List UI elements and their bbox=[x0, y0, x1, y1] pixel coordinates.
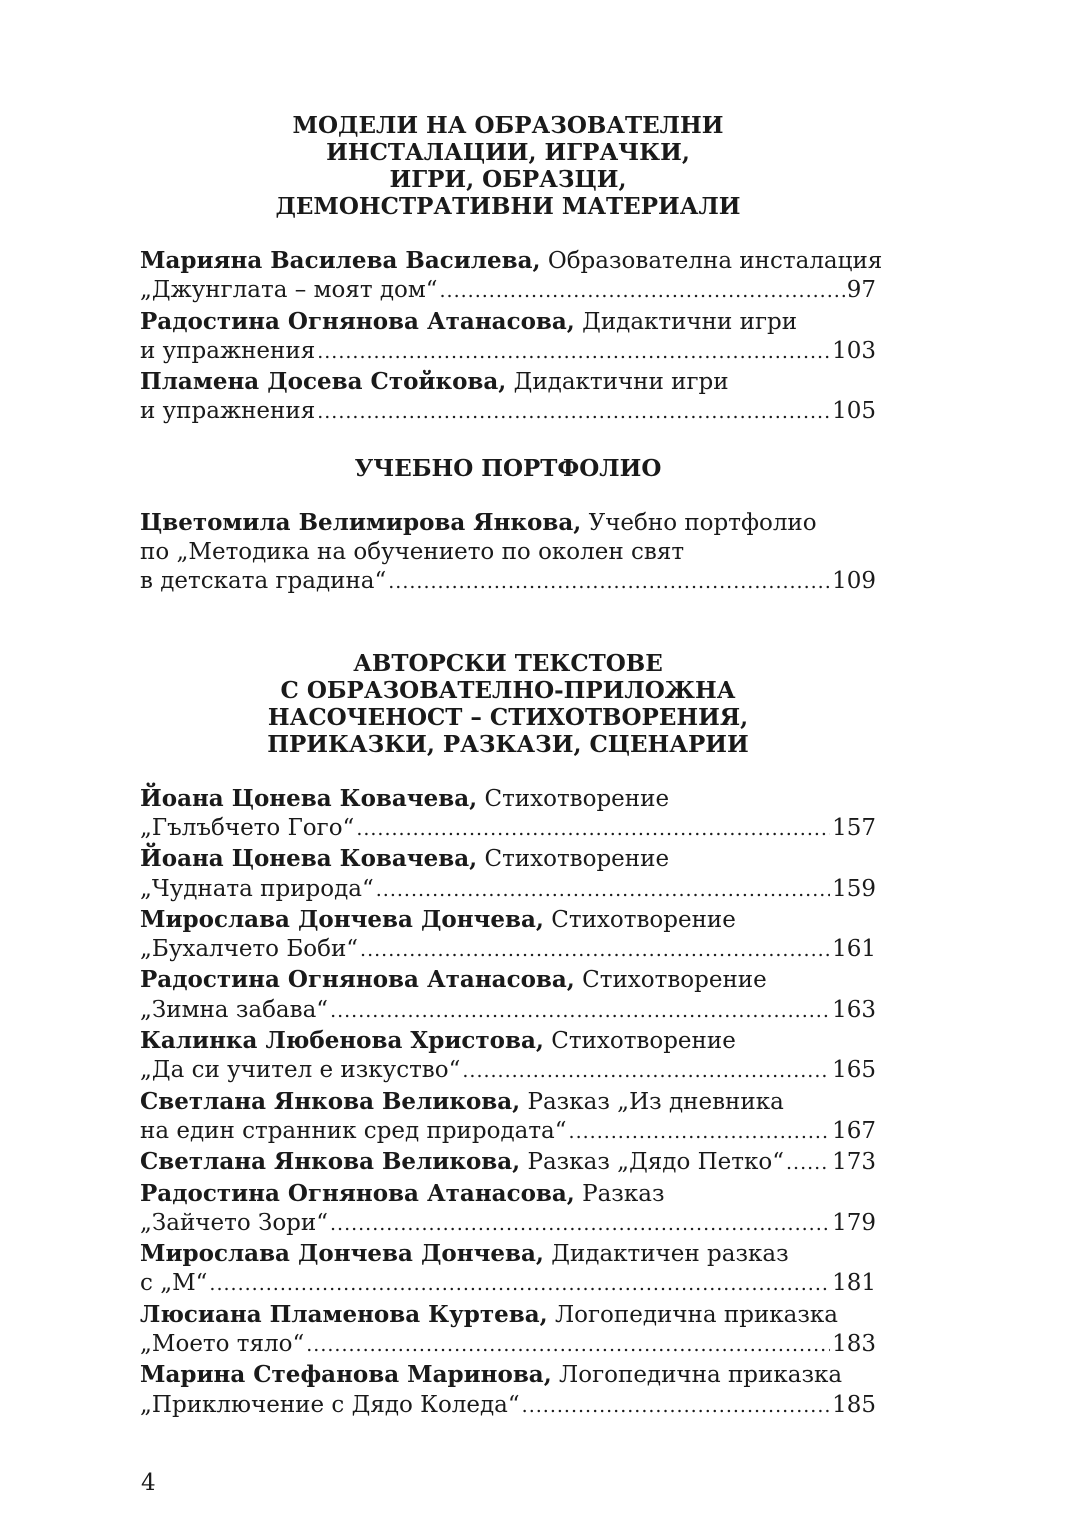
section-title-line: ИГРИ, ОБРАЗЦИ, bbox=[389, 166, 627, 193]
entry-page: 159 bbox=[832, 875, 876, 902]
leader-dots bbox=[317, 338, 830, 367]
entry-author: Йоана Цонева Ковачева, bbox=[140, 845, 478, 873]
entry-author: Светлана Янкова Великова, bbox=[140, 1087, 521, 1115]
entry-page: 167 bbox=[832, 1117, 876, 1144]
entry-author: Светлана Янкова Великова, bbox=[140, 1148, 521, 1176]
toc-entry[interactable] bbox=[140, 784, 876, 845]
leader-dots bbox=[376, 876, 830, 905]
section-title-line: АВТОРСКИ ТЕКСТОВЕ bbox=[353, 649, 663, 677]
entry-list bbox=[140, 508, 876, 598]
entry-title-end: „Джунглата – моят дом“ bbox=[140, 277, 438, 304]
entry-title: Дидактични игри bbox=[506, 369, 729, 396]
entry-title: Учебно портфолио bbox=[581, 509, 817, 536]
entry-title: Логопедична приказка bbox=[551, 1362, 843, 1389]
entry-author: Марина Стефанова Маринова, bbox=[140, 1361, 552, 1389]
entry-title: Разказ „Из дневника bbox=[520, 1088, 784, 1115]
leader-dots bbox=[569, 1118, 831, 1147]
entry-author: Люсиана Пламенова Куртева, bbox=[140, 1300, 548, 1328]
entry-title: Стихотворение bbox=[477, 846, 670, 873]
leader-dots bbox=[440, 277, 845, 306]
entry-title: Разказ „Дядо Петко“ bbox=[520, 1149, 784, 1176]
toc-entry[interactable] bbox=[140, 367, 876, 428]
toc-entry[interactable] bbox=[140, 1087, 876, 1148]
entry-list bbox=[140, 246, 883, 428]
entry-title-end: „Гълъбчето Гого“ bbox=[140, 814, 355, 841]
entry-author: Мирослава Дончева Дончева, bbox=[140, 905, 544, 933]
entry-page: 173 bbox=[832, 1149, 876, 1176]
leader-dots bbox=[522, 1392, 830, 1421]
toc-entry[interactable] bbox=[140, 844, 876, 905]
entry-title-end: в детската градина“ bbox=[140, 568, 387, 595]
toc-entry[interactable] bbox=[140, 965, 876, 1026]
entry-title-end: „Бухалчето Боби“ bbox=[140, 936, 359, 963]
entry-page: 185 bbox=[832, 1391, 876, 1418]
entry-page: 103 bbox=[832, 337, 876, 364]
section-title bbox=[140, 650, 876, 758]
toc-entry[interactable] bbox=[140, 1026, 876, 1087]
entry-page: 165 bbox=[832, 1057, 876, 1084]
entry-author: Цветомила Велимирова Янкова, bbox=[140, 508, 582, 536]
entry-page: 179 bbox=[832, 1209, 876, 1236]
leader-dots bbox=[306, 1331, 830, 1360]
section-title-line: С ОБРАЗОВАТЕЛНО-ПРИЛОЖНА bbox=[280, 676, 736, 704]
entry-title: Стихотворение bbox=[574, 967, 767, 994]
section-title-line: УЧЕБНО ПОРТФОЛИО bbox=[354, 454, 662, 482]
entry-title: Стихотворение bbox=[477, 785, 670, 812]
entry-title-end: „Моето тяло“ bbox=[140, 1331, 305, 1358]
entry-title-end: „Зимна забава“ bbox=[140, 996, 329, 1023]
leader-dots bbox=[462, 1057, 830, 1086]
entry-title: Стихотворение bbox=[543, 906, 736, 933]
entry-title-end: „Зайчето Зори“ bbox=[140, 1209, 328, 1236]
entry-page: 109 bbox=[832, 568, 876, 595]
entry-title-end: с „М“ bbox=[140, 1270, 208, 1297]
entry-title-end: и упражнения bbox=[140, 337, 316, 364]
entry-list bbox=[140, 784, 876, 1421]
toc-entry[interactable] bbox=[140, 1300, 876, 1361]
section-title-line: ИНСТАЛАЦИИ, ИГРАЧКИ, bbox=[326, 139, 690, 166]
entry-title: Стихотворение bbox=[543, 1028, 736, 1055]
toc-entry[interactable] bbox=[140, 1147, 876, 1178]
entry-author: Йоана Цонева Ковачева, bbox=[140, 784, 478, 812]
page-number: 4 bbox=[141, 1470, 156, 1496]
entry-title: Разказ bbox=[574, 1180, 665, 1207]
leader-dots bbox=[317, 398, 830, 427]
leader-dots bbox=[786, 1149, 830, 1178]
table-of-contents bbox=[140, 112, 883, 1421]
toc-entry[interactable] bbox=[140, 905, 876, 966]
entry-author: Пламена Досева Стойкова, bbox=[140, 368, 507, 396]
entry-page: 163 bbox=[832, 996, 876, 1023]
entry-title: Образователна инсталация bbox=[540, 248, 883, 274]
leader-dots bbox=[356, 815, 830, 844]
entry-author: Радостина Огнянова Атанасова, bbox=[140, 1179, 575, 1207]
entry-title: Логопедична приказка bbox=[547, 1301, 838, 1328]
toc-entry[interactable] bbox=[140, 1179, 876, 1240]
leader-dots bbox=[330, 1210, 830, 1239]
section-title-line: МОДЕЛИ НА ОБРАЗОВАТЕЛНИ bbox=[292, 112, 724, 139]
section-title bbox=[140, 112, 876, 220]
entry-title-middle: по „Методика на обучението по околен свят bbox=[140, 539, 685, 566]
entry-title: Дидактични игри bbox=[574, 308, 798, 335]
entry-title-end: „Да си учител е изкуство“ bbox=[140, 1057, 461, 1084]
section-title bbox=[140, 455, 876, 482]
leader-dots bbox=[360, 936, 830, 965]
section-title-line: ПРИКАЗКИ, РАЗКАЗИ, СЦЕНАРИИ bbox=[267, 730, 749, 758]
toc-entry[interactable] bbox=[140, 246, 883, 307]
toc-entry[interactable] bbox=[140, 1239, 876, 1300]
leader-dots bbox=[388, 568, 830, 597]
section-title-line: НАСОЧЕНОСТ – СТИХОТВОРЕНИЯ, bbox=[267, 703, 749, 731]
toc-entry[interactable] bbox=[140, 307, 876, 368]
entry-author: Мирослава Дончева Дончева, bbox=[140, 1240, 544, 1268]
toc-entry[interactable] bbox=[140, 508, 876, 598]
entry-page: 157 bbox=[832, 814, 876, 841]
entry-page: 183 bbox=[832, 1331, 876, 1358]
toc-entry[interactable] bbox=[140, 1360, 876, 1421]
entry-page: 181 bbox=[832, 1270, 876, 1297]
entry-title: Дидактичен разказ bbox=[543, 1241, 789, 1268]
entry-author: Радостина Огнянова Атанасова, bbox=[140, 307, 575, 335]
entry-author: Марияна Василева Василева, bbox=[140, 247, 541, 274]
entry-page: 97 bbox=[846, 277, 876, 304]
entry-title-end: на един странник сред природата“ bbox=[140, 1117, 567, 1144]
entry-page: 105 bbox=[832, 398, 876, 425]
entry-author: Радостина Огнянова Атанасова, bbox=[140, 966, 575, 994]
entry-page: 161 bbox=[832, 936, 876, 963]
entry-author: Калинка Любенова Христова, bbox=[140, 1027, 544, 1055]
section-title-line: ДЕМОНСТРАТИВНИ МАТЕРИАЛИ bbox=[275, 193, 741, 220]
leader-dots bbox=[209, 1270, 830, 1299]
entry-title-end: „Чудната природа“ bbox=[140, 875, 374, 902]
entry-title-end: и упражнения bbox=[140, 398, 316, 425]
leader-dots bbox=[330, 997, 830, 1026]
entry-title-end: „Приключение с Дядо Коледа“ bbox=[140, 1391, 520, 1418]
